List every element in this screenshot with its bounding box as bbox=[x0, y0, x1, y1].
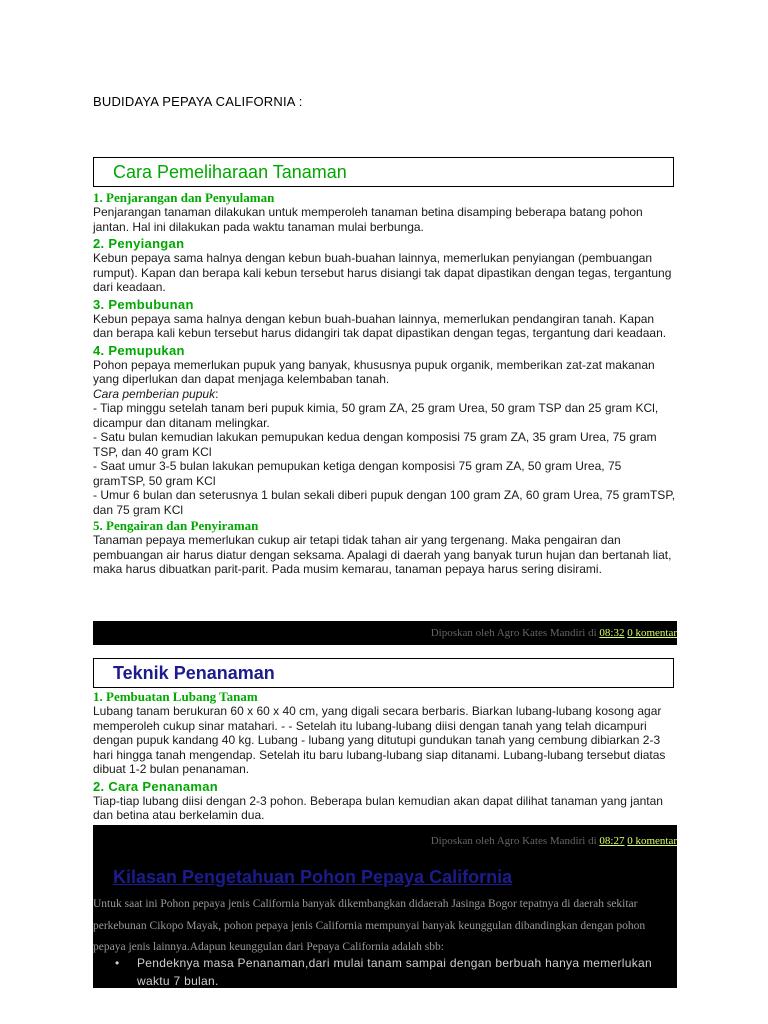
section-heading: 1. Pembuatan Lubang Tanam bbox=[93, 689, 258, 704]
section-heading: 1. Penjarangan dan Penyulaman bbox=[93, 190, 275, 205]
section-heading: 2. Penyiangan bbox=[93, 236, 185, 251]
post-author: Diposkan oleh Agro Kates Mandiri di bbox=[430, 627, 600, 639]
comments-link[interactable]: 0 komentar bbox=[627, 835, 677, 847]
post-body-penanaman bbox=[93, 690, 677, 823]
post-dark-panel bbox=[93, 825, 677, 988]
post-meta bbox=[431, 627, 677, 639]
section-text: Pohon pepaya memerlukan pupuk yang banyak, khususnya pupuk organik, memberikan zat-zat makanan yang diperlukan dan dapat menjaga kelembaban tanah. bbox=[93, 357, 655, 386]
post-title-box bbox=[93, 658, 674, 688]
post-intro-text: Untuk saat ini Pohon pepaya jenis California banyak dikembangkan didaerah Jasinga Bogor tepatnya di daerah sekitar perkebunan Cikopo Mayak, pohon pepaya jenis California mempunyai banyak keunggulan dibandingkan dengan pohon pepaya jenis lainnya.Adapun keunggulan dari Pepaya California adalah sbb: bbox=[93, 898, 646, 953]
section-text: Tanaman pepaya memerlukan cukup air tetapi tidak tahan air yang tergenang. Maka pengairan dan pembuangan air harus diatur dengan seksama. Apalagi di daerah yang banyak turun hujan dan bertanah liat, maka harus dibuatkan parit-parit. Pada musim kemarau, tanaman pepaya harus sering disirami. bbox=[93, 533, 672, 576]
fertilizer-subheading-colon: : bbox=[215, 386, 219, 401]
list-item: Pendeknya masa Penanaman,dari mulai tanam sampai dengan berbuah hanya memerlukan waktu 7 bulan. bbox=[137, 956, 652, 988]
fertilizer-item: - Saat umur 3-5 bulan lakukan pemupukan ketiga dengan komposisi 75 gram ZA, 50 gram Urea, 75 gramTSP, 50 gram KCl bbox=[93, 459, 622, 488]
advantages-list bbox=[115, 954, 655, 990]
section-text: Penjarangan tanaman dilakukan untuk memperoleh tanaman betina disamping beberapa batang pohon jantan. Hal ini dilakukan pada waktu tanaman mulai berbunga. bbox=[93, 205, 643, 234]
fertilizer-item: - Satu bulan kemudian lakukan pemupukan kedua dengan komposisi 75 gram ZA, 35 gram Urea, 75 gram TSP, dan 40 gram KCl bbox=[93, 430, 657, 459]
post-meta bbox=[431, 835, 677, 847]
fertilizer-item: - Umur 6 bulan dan seterusnya 1 bulan sekali diberi pupuk dengan 100 gram ZA, 60 gram Urea, 75 gramTSP, dan 75 gram KCl bbox=[93, 488, 676, 517]
post-title[interactable]: Teknik Penanaman bbox=[113, 663, 275, 683]
post-time-link[interactable]: 08:27 bbox=[599, 835, 625, 847]
section-text: Kebun pepaya sama halnya dengan kebun buah-buahan lainnya, memerlukan pendangiran tanah. Kapan dan berapa kali kebun tersebut harus didangiri tak dapat dipastikan dengan tegas, tergantung dari keadaan. bbox=[93, 311, 667, 340]
section-text: Tiap-tiap lubang diisi dengan 2-3 pohon. Beberapa bulan kemudian akan dapat dilihat tanaman yang jantan dan betina atau berkelamin dua. bbox=[93, 793, 663, 822]
fertilizer-subheading bbox=[93, 387, 677, 402]
section-heading: 2. Cara Penanaman bbox=[93, 778, 219, 794]
fertilizer-subheading-italic: Cara pemberian pupuk bbox=[93, 386, 216, 401]
section-text: Kebun pepaya sama halnya dengan kebun buah-buahan lainnya, memerlukan penyiangan (pembuangan rumput). Kapan dan berapa kali kebun tersebut harus disiangi tak dapat dipastikan dengan tegas, tergantung dari keadaan. bbox=[93, 251, 672, 294]
post-time-link[interactable]: 08:32 bbox=[599, 627, 625, 639]
post-title[interactable]: Cara Pemeliharaan Tanaman bbox=[113, 162, 347, 182]
fertilizer-item: - Tiap minggu setelah tanam beri pupuk kimia, 50 gram ZA, 25 gram Urea, 50 gram TSP dan 25 gram KCl, dicampur dan ditanam melingkar. bbox=[93, 401, 659, 430]
section-heading: 4. Pemupukan bbox=[93, 342, 185, 358]
bullet-icon: • bbox=[115, 956, 120, 970]
document-title: BUDIDAYA PEPAYA CALIFORNIA : bbox=[93, 94, 303, 109]
post-footer-bar bbox=[93, 621, 677, 645]
section-heading: 5. Pengairan dan Penyiraman bbox=[93, 518, 259, 533]
post-author: Diposkan oleh Agro Kates Mandiri di bbox=[430, 835, 600, 847]
post-body-pemeliharaan bbox=[93, 191, 677, 577]
section-heading: 3. Pembubunan bbox=[93, 296, 194, 312]
post-title-box bbox=[93, 157, 674, 187]
section-text: Lubang tanam berukuran 60 x 60 x 40 cm, yang digali secara berbaris. Biarkan lubang-lubang kosong agar memperoleh cukup sinar matahari. - - Setelah itu lubang-lubang diisi dengan tanah yang telah dicampuri dengan pupuk kandang 40 kg. Lubang - lubang yang ditutupi gundukan tanah yang cembung dibiarkan 2-3 hari hingga tanah mengendap. Setelah itu baru lubang-lubang siap ditanami. Lubang-lubang tersebut diatas dibuat 1-2 bulan penanaman. bbox=[93, 704, 666, 776]
post-title-link[interactable]: Kilasan Pengetahuan Pohon Pepaya California bbox=[113, 867, 513, 887]
comments-link[interactable]: 0 komentar bbox=[627, 627, 677, 639]
